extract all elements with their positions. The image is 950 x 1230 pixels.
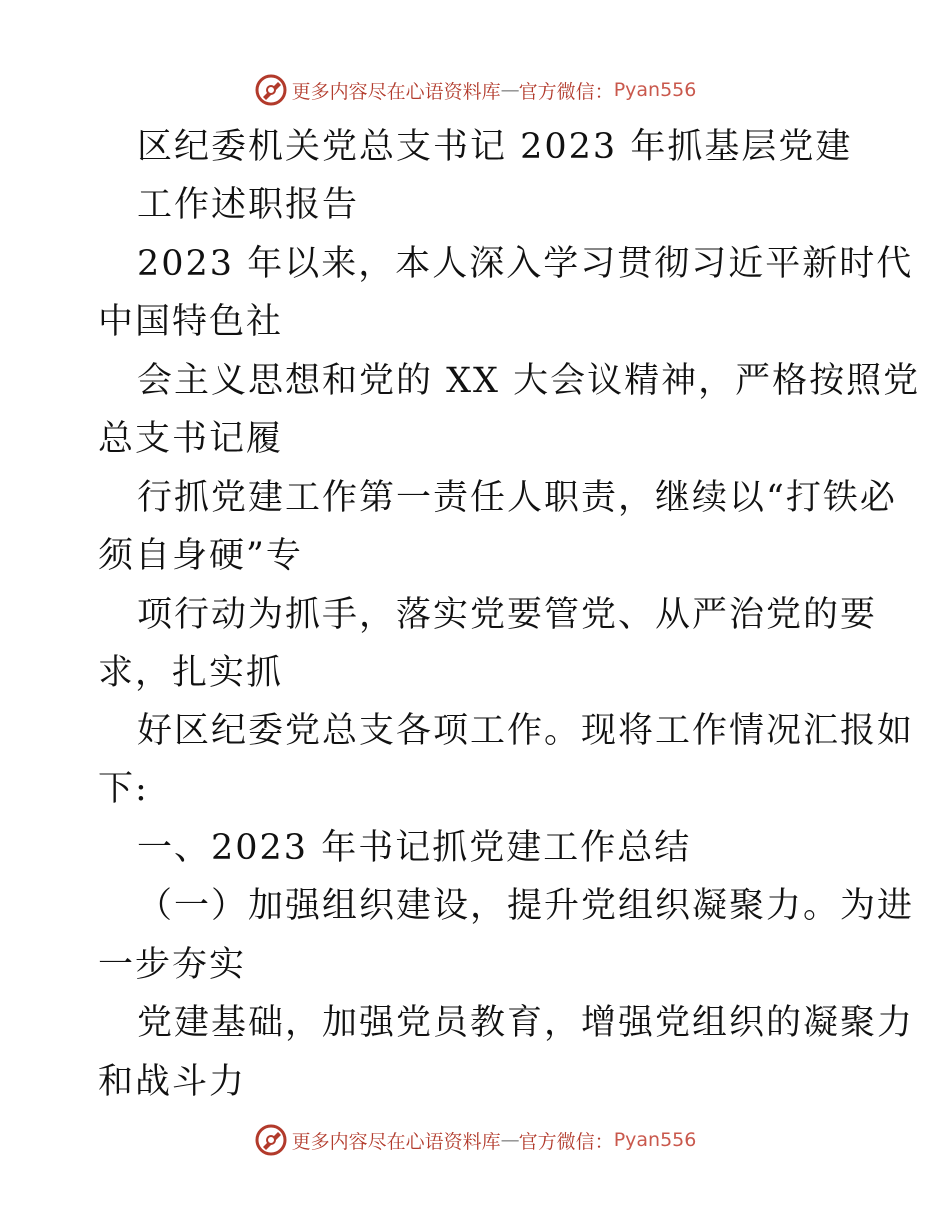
paragraph-line: 2023 年以来，本人深入学习贯彻习近平新时代 (137, 244, 914, 284)
paragraph-line: 好区纪委党总支各项工作。现将工作情况汇报如 (137, 711, 915, 751)
watermark-wechat-id: Pyan556 (613, 79, 697, 101)
paragraph-line: 须自身硬”专 (98, 536, 303, 576)
watermark-contact-label: 官方微信： (518, 80, 614, 103)
paragraph-line: 党建基础，加强党员教育，增强党组织的凝聚力 (137, 1003, 915, 1043)
paragraph-line: 和战斗力 (98, 1062, 247, 1102)
paragraph-line: 行抓党建工作第一责任人职责，继续以“打铁必 (137, 478, 897, 518)
footer-watermark (0, 1120, 950, 1160)
doc-title-line-2: 工作述职报告 (137, 185, 360, 225)
doc-title-line-1: 区纪委机关党总支书记 2023 年抓基层党建 (137, 127, 853, 167)
watermark-wechat-id: Pyan556 (613, 1129, 697, 1151)
watermark-brand: 更多内容尽在心语资料库 (291, 1130, 501, 1153)
watermark-dash: — (500, 1129, 519, 1151)
watermark-brand: 更多内容尽在心语资料库 (291, 80, 501, 103)
paragraph-line: 会主义思想和党的 XX 大会议精神，严格按照党 (137, 361, 921, 401)
paragraph-line: 中国特色社 (98, 302, 284, 342)
section-heading: 一、2023 年书记抓党建工作总结 (137, 828, 692, 868)
watermark-contact-label: 官方微信： (518, 1130, 614, 1153)
paragraph-line: 求，扎实抓 (98, 653, 284, 693)
watermark-dash: — (500, 79, 519, 101)
paragraph-line: 项行动为抓手，落实党要管党、从严治党的要 (137, 595, 878, 635)
subsection-line: （一）加强组织建设，提升党组织凝聚力。为进 (137, 886, 915, 926)
header-watermark (0, 70, 950, 110)
logo-icon (254, 73, 288, 107)
logo-icon (254, 1123, 288, 1157)
paragraph-line: 总支书记履 (98, 419, 284, 459)
paragraph-line: 下: (98, 769, 149, 809)
paragraph-line: 一步夯实 (98, 945, 247, 985)
